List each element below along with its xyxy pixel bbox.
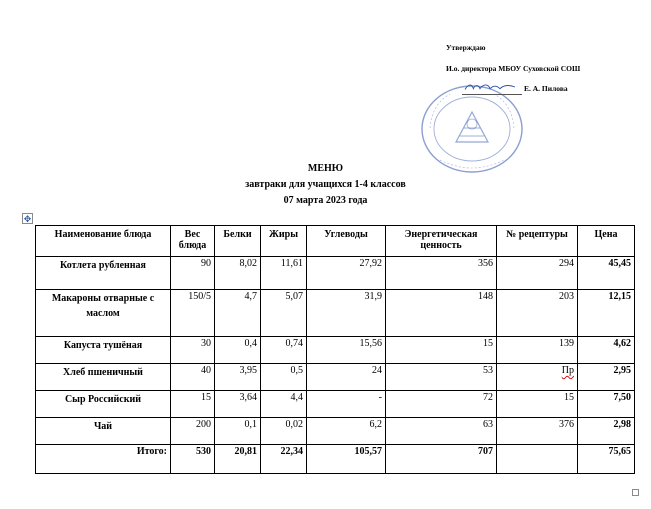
- approved-label: Утверждаю: [446, 43, 486, 52]
- dish-name: Чай: [36, 418, 171, 445]
- dish-energy: 356: [386, 257, 497, 290]
- column-header: № рецептуры: [497, 226, 578, 257]
- dish-carbs: 15,56: [307, 337, 386, 364]
- dish-fat: 5,07: [261, 290, 307, 337]
- approver-name: Е. А. Пилова: [524, 84, 568, 93]
- total-label: Итого:: [36, 445, 171, 474]
- dish-protein: 0,4: [215, 337, 261, 364]
- dish-name: Котлета рубленная: [36, 257, 171, 290]
- dish-price: 4,62: [578, 337, 635, 364]
- dish-recipe: 376: [497, 418, 578, 445]
- menu-table: [35, 225, 635, 474]
- column-header: Энергетическая ценность: [386, 226, 497, 257]
- table-row: [36, 290, 635, 337]
- total-recipe: [497, 445, 578, 474]
- dish-price: 7,50: [578, 391, 635, 418]
- dish-fat: 11,61: [261, 257, 307, 290]
- column-header: Белки: [215, 226, 261, 257]
- dish-weight: 200: [171, 418, 215, 445]
- dish-carbs: -: [307, 391, 386, 418]
- column-header: Цена: [578, 226, 635, 257]
- dish-price: 45,45: [578, 257, 635, 290]
- dish-energy: 148: [386, 290, 497, 337]
- dish-name: Капуста тушёная: [36, 337, 171, 364]
- table-row: [36, 364, 635, 391]
- dish-price: 2,98: [578, 418, 635, 445]
- dish-protein: 4,7: [215, 290, 261, 337]
- dish-carbs: 24: [307, 364, 386, 391]
- dish-fat: 0,74: [261, 337, 307, 364]
- total-protein: 20,81: [215, 445, 261, 474]
- dish-carbs: 6,2: [307, 418, 386, 445]
- dish-energy: 15: [386, 337, 497, 364]
- official-stamp-icon: [420, 84, 524, 174]
- table-header-row: [36, 226, 635, 257]
- table-row: [36, 391, 635, 418]
- total-row: [36, 445, 635, 474]
- dish-fat: 0,5: [261, 364, 307, 391]
- dish-recipe: 203: [497, 290, 578, 337]
- dish-carbs: 31,9: [307, 290, 386, 337]
- total-energy: 707: [386, 445, 497, 474]
- dish-recipe: 139: [497, 337, 578, 364]
- dish-weight: 15: [171, 391, 215, 418]
- column-header: Углеводы: [307, 226, 386, 257]
- dish-name: Макароны отварные с маслом: [36, 290, 171, 337]
- total-carbs: 105,57: [307, 445, 386, 474]
- dish-name: Сыр Российский: [36, 391, 171, 418]
- dish-name: Хлеб пшеничный: [36, 364, 171, 391]
- resize-square-icon[interactable]: [632, 489, 639, 496]
- approval-block: [402, 28, 630, 150]
- dish-price: 12,15: [578, 290, 635, 337]
- menu-title: МЕНЮ: [307, 163, 344, 174]
- dish-energy: 53: [386, 364, 497, 391]
- dish-protein: 3,64: [215, 391, 261, 418]
- spellcheck-underline: Пр: [561, 365, 574, 376]
- table-row: [36, 337, 635, 364]
- dish-recipe: [497, 364, 578, 391]
- signature-icon: [458, 82, 522, 92]
- dish-fat: 4,4: [261, 391, 307, 418]
- column-header: Жиры: [261, 226, 307, 257]
- approver-position: И.о. директора МБОУ Суховской СОШ: [446, 64, 581, 73]
- dish-recipe: 15: [497, 391, 578, 418]
- dish-protein: 8,02: [215, 257, 261, 290]
- dish-weight: 150/5: [171, 290, 215, 337]
- move-arrows-icon[interactable]: ✥: [23, 214, 32, 224]
- total-fat: 22,34: [261, 445, 307, 474]
- dish-energy: 63: [386, 418, 497, 445]
- total-price: 75,65: [578, 445, 635, 474]
- column-header: Наименование блюда: [36, 226, 171, 257]
- dish-recipe: 294: [497, 257, 578, 290]
- menu-subtitle: завтраки для учащихся 1-4 классов: [245, 179, 406, 190]
- menu-date: 07 марта 2023 года: [283, 195, 368, 206]
- dish-weight: 90: [171, 257, 215, 290]
- dish-fat: 0,02: [261, 418, 307, 445]
- dish-protein: 3,95: [215, 364, 261, 391]
- dish-energy: 72: [386, 391, 497, 418]
- table-row: [36, 257, 635, 290]
- table-row: [36, 418, 635, 445]
- column-header: Вес блюда: [171, 226, 215, 257]
- total-weight: 530: [171, 445, 215, 474]
- dish-protein: 0,1: [215, 418, 261, 445]
- signature-line: [462, 94, 522, 95]
- dish-weight: 30: [171, 337, 215, 364]
- dish-weight: 40: [171, 364, 215, 391]
- dish-price: 2,95: [578, 364, 635, 391]
- dish-carbs: 27,92: [307, 257, 386, 290]
